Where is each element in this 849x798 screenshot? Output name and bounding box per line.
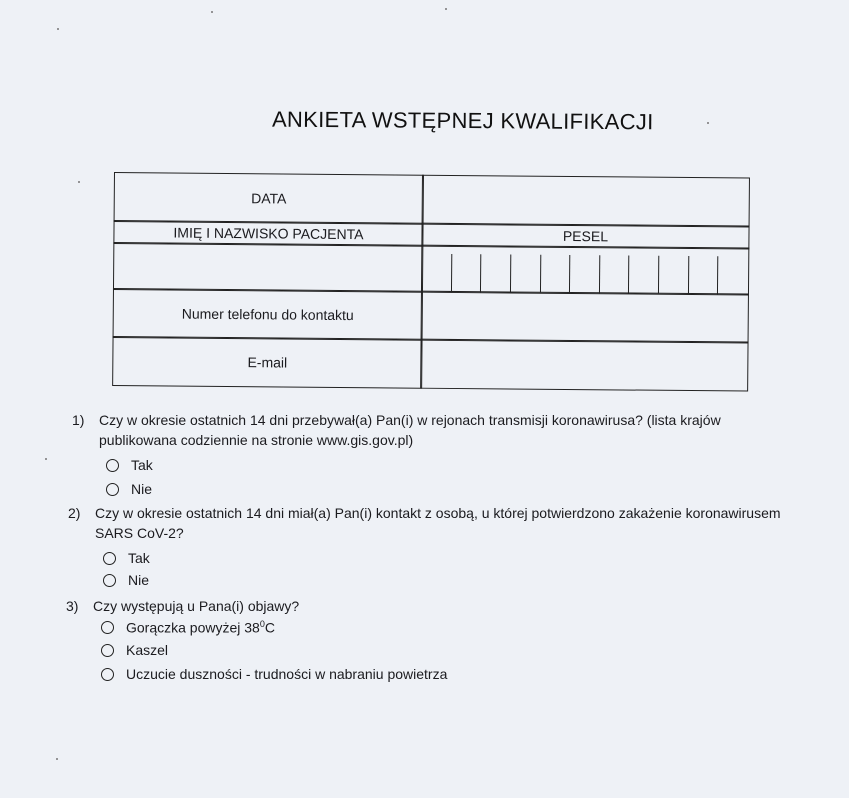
option-label: Tak [131, 457, 153, 473]
question-2 [68, 503, 828, 543]
date-label: DATA [251, 190, 287, 207]
question-number: 2) [68, 505, 81, 521]
q3-option-cough[interactable] [101, 642, 168, 658]
option-label: Uczucie duszności - trudności w nabraniu powietrza [126, 666, 448, 682]
radio-button[interactable] [103, 552, 116, 565]
phone-label: Numer telefonu do kontaktu [181, 305, 354, 324]
question-3 [66, 596, 766, 616]
question-text: Czy występują u Pana(i) objawy? [93, 598, 300, 614]
question-text: Czy w okresie ostatnich 14 dni miał(a) Pan(i) kontakt z osobą, u której potwierdzono zakażenie koronawirusem [95, 505, 781, 521]
question-text-cont: publikowana codziennie na stronie www.gis.gov.pl) [99, 432, 414, 448]
name-label: IMIĘ I NAZWISKO PACJENTA [173, 224, 364, 243]
radio-button[interactable] [101, 668, 114, 681]
option-label: Kaszel [126, 642, 169, 658]
radio-button[interactable] [103, 574, 116, 587]
radio-button[interactable] [101, 644, 114, 657]
option-label: Gorączka powyżej $38^0C$ [126, 619, 275, 636]
option-label: Tak [128, 550, 150, 566]
question-number: 3) [66, 598, 79, 614]
question-number: 1) [72, 412, 85, 428]
radio-button[interactable] [106, 483, 119, 496]
pesel-label: PESEL [562, 227, 609, 245]
q1-option-tak[interactable] [106, 457, 153, 473]
email-label: E-mail [247, 354, 288, 371]
option-label: Nie [128, 572, 150, 588]
question-text-cont: SARS CoV-2? [95, 525, 184, 541]
q2-option-nie[interactable] [103, 572, 149, 588]
q3-option-dyspnea[interactable] [101, 666, 447, 682]
radio-button[interactable] [106, 459, 119, 472]
question-1 [72, 410, 772, 450]
q3-option-fever[interactable] [101, 619, 275, 636]
form-title: ANKIETA WSTĘPNEJ KWALIFIKACJI [271, 106, 654, 135]
radio-button[interactable] [101, 621, 114, 634]
degree-sup: 0 [259, 619, 265, 629]
q2-option-tak[interactable] [103, 550, 150, 566]
option-label: Nie [131, 481, 153, 497]
question-text: Czy w okresie ostatnich 14 dni przebywał(a) Pan(i) w rejonach transmisji koronawirusa? (lista krajów [99, 412, 721, 428]
q1-option-nie[interactable] [106, 481, 152, 497]
